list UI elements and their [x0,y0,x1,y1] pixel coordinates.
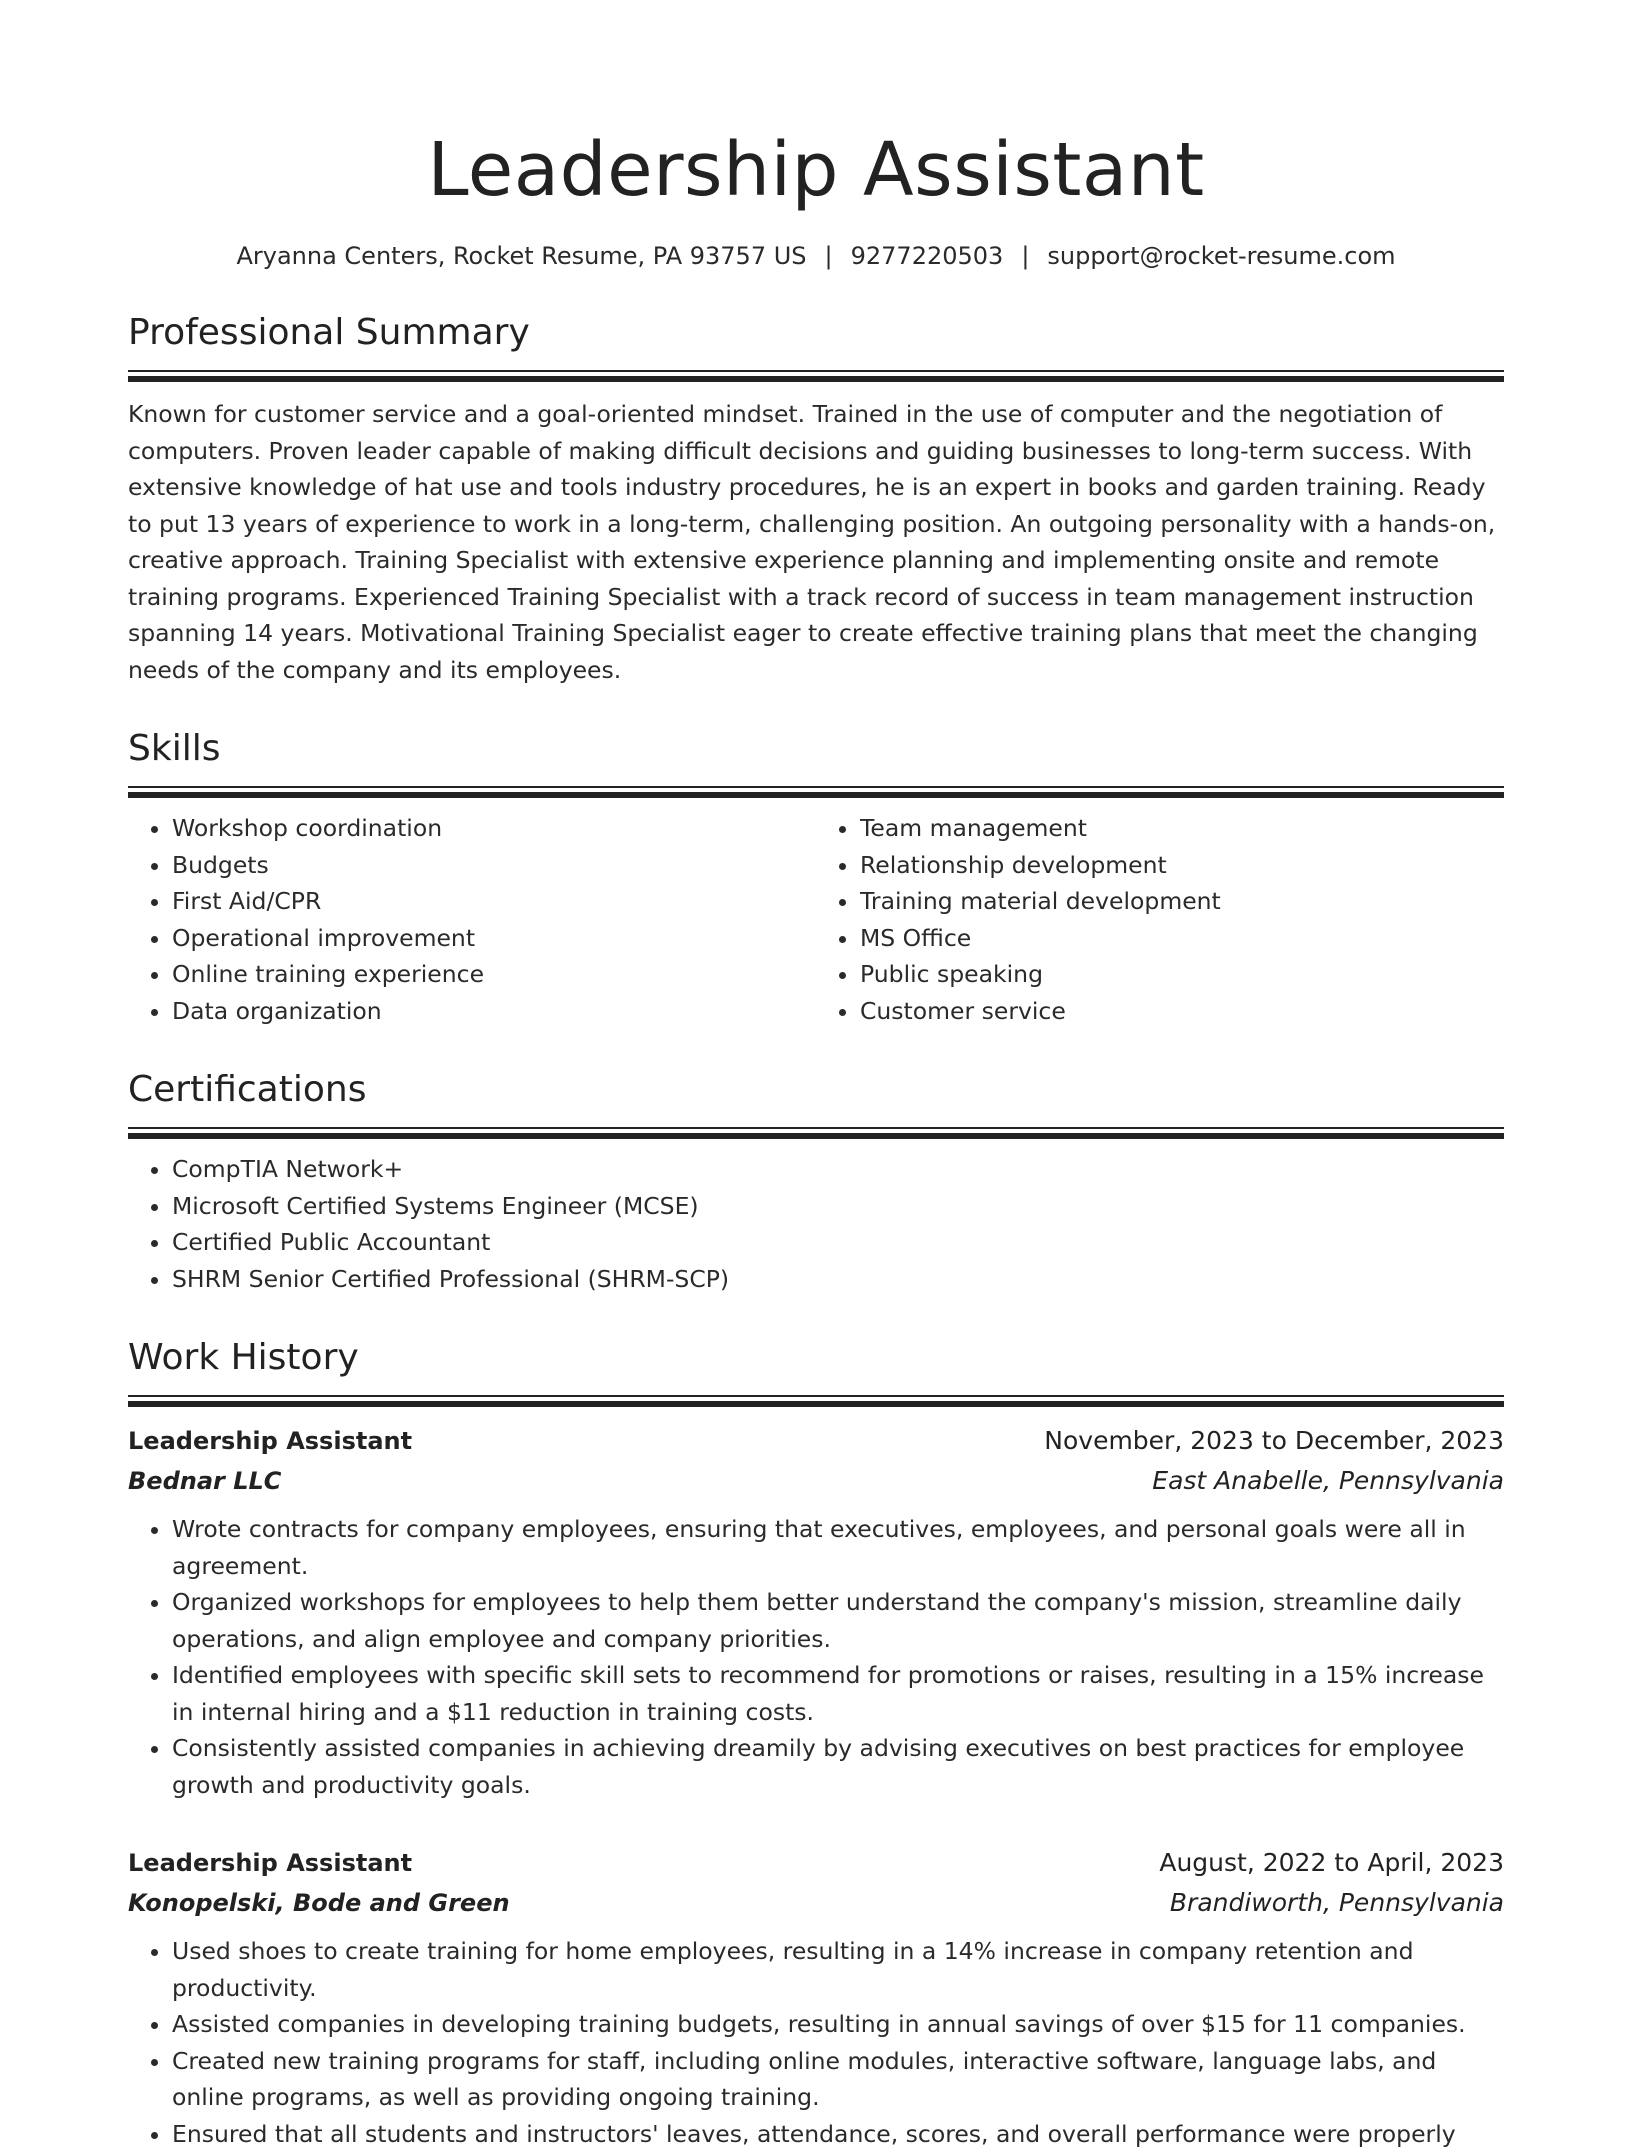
skill-item: • Operational improvement [172,920,816,957]
job-header-row [128,1843,1504,1883]
section-heading-work-history: Work History [128,1335,1504,1381]
job-bullet: • Used shoes to create training for home employees, resulting in a 14% increase in company retention and productivity. [172,1933,1504,2006]
skill-item: • Public speaking [860,956,1504,993]
skills-list-right [816,810,1504,1029]
skill-item: • Data organization [172,993,816,1030]
job-bullet: • Consistently assisted companies in achieving dreamily by advising executives on best practices for employee growth and productivity goals. [172,1730,1504,1803]
job-entry [128,1421,1504,1803]
certifications-list [128,1151,1504,1297]
section-skills [128,726,1504,1029]
section-work-history [128,1335,1504,2152]
contact-line [128,240,1504,272]
section-heading-skills: Skills [128,726,1504,772]
contact-address: Aryanna Centers, Rocket Resume, PA 93757 US [236,242,806,270]
job-bullet: • Assisted companies in developing training budgets, resulting in annual savings of over $15 for 11 companies. [172,2006,1504,2043]
skill-item: • Relationship development [860,847,1504,884]
summary-text: Known for customer service and a goal-oriented mindset. Trained in the use of computer and the negotiation of computers. Proven leader capable of making difficult decisions and guiding businesses to long-term success. With extensive knowledge of hat use and tools industry procedures, he is an expert in books and garden training. Ready to put 13 years of experience to work in a long-term, challenging position. An outgoing personality with a hands-on, creative approach. Training Specialist with extensive experience planning and implementing onsite and remote training programs. Experienced Training Specialist with a track record of success in team management instruction spanning 14 years. Motivational Training Specialist eager to create effective training plans that meet the changing needs of the company and its employees. [128,396,1504,688]
skill-item: • Customer service [860,993,1504,1030]
skill-item: • Budgets [172,847,816,884]
job-bullet: • Organized workshops for employees to help them better understand the company's mission, streamline daily operations, and align employee and company priorities. [172,1584,1504,1657]
job-company-row [128,1461,1504,1501]
contact-separator: | [1003,240,1047,272]
section-divider [128,1127,1504,1139]
skills-list-left [128,810,816,1029]
job-company: Bednar LLC [128,1461,281,1501]
skill-item: • MS Office [860,920,1504,957]
section-divider [128,786,1504,798]
skills-grid [128,798,1504,1029]
job-title: Leadership Assistant [128,1843,412,1883]
job-company: Konopelski, Bode and Green [128,1883,510,1923]
certification-item: • SHRM Senior Certified Professional (SHRM-SCP) [172,1261,1504,1298]
job-dates: November, 2023 to December, 2023 [1044,1421,1504,1461]
resume-title: Leadership Assistant [128,0,1504,220]
certification-item: • Certified Public Accountant [172,1224,1504,1261]
skill-item: • Team management [860,810,1504,847]
job-location: Brandiworth, Pennsylvania [1170,1883,1504,1923]
job-bullet: • Wrote contracts for company employees, ensuring that executives, employees, and personal goals were all in agreement. [172,1511,1504,1584]
job-bullets [128,1933,1504,2152]
section-divider [128,1395,1504,1407]
contact-phone: 9277220503 [851,242,1004,270]
job-header-row [128,1421,1504,1461]
job-entry [128,1843,1504,2152]
job-company-row [128,1883,1504,1923]
job-location: East Anabelle, Pennsylvania [1152,1461,1504,1501]
contact-separator: | [807,240,851,272]
contact-email[interactable]: support@rocket-resume.com [1047,242,1395,270]
job-bullet: • Ensured that all students and instructors' leaves, attendance, scores, and overall performance were properly [172,2116,1504,2152]
job-bullet: • Identified employees with specific skill sets to recommend for promotions or raises, resulting in a 15% increase in internal hiring and a $11 reduction in training costs. [172,1657,1504,1730]
section-heading-certifications: Certifications [128,1067,1504,1113]
section-certifications [128,1067,1504,1297]
section-divider [128,370,1504,382]
certification-item: • Microsoft Certified Systems Engineer (MCSE) [172,1188,1504,1225]
job-bullet: • Created new training programs for staff, including online modules, interactive software, language labs, and online programs, as well as providing ongoing training. [172,2043,1504,2116]
certification-item: • CompTIA Network+ [172,1151,1504,1188]
skill-item: • Online training experience [172,956,816,993]
section-heading-summary: Professional Summary [128,310,1504,356]
section-summary [128,310,1504,688]
job-dates: August, 2022 to April, 2023 [1159,1843,1504,1883]
job-bullets [128,1511,1504,1803]
job-title: Leadership Assistant [128,1421,412,1461]
skill-item: • First Aid/CPR [172,883,816,920]
skill-item: • Workshop coordination [172,810,816,847]
resume-page [128,0,1504,2152]
skill-item: • Training material development [860,883,1504,920]
